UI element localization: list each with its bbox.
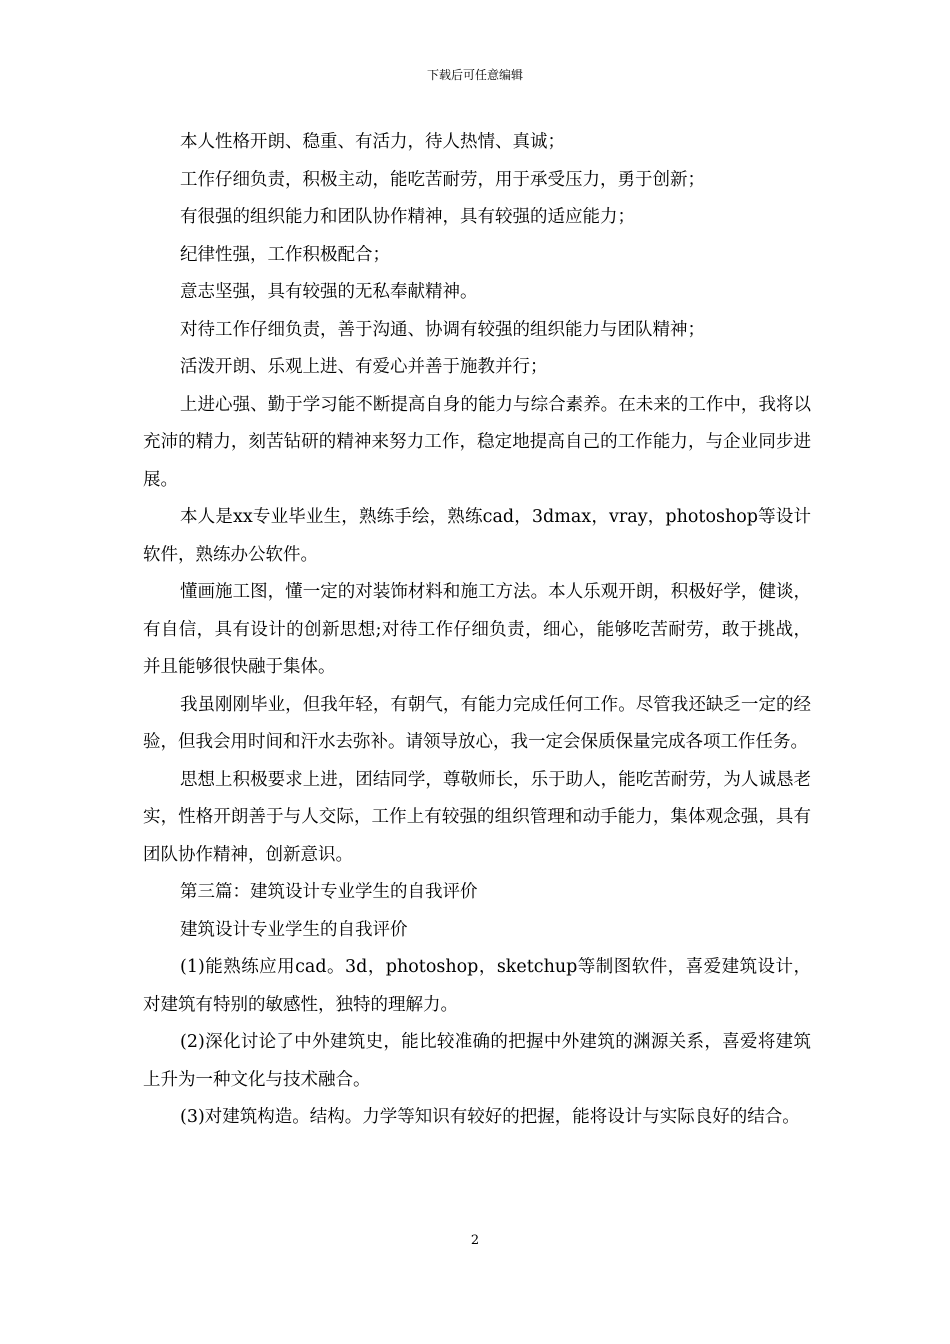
paragraph: 本人是xx专业毕业生，熟练手绘，熟练cad，3dmax，vray，photoshop等设计软件，熟练办公软件。	[143, 507, 811, 565]
paragraph: 我虽刚刚毕业，但我年轻，有朝气，有能力完成任何工作。尽管我还缺乏一定的经验，但我会用时间和汗水去弥补。请领导放心，我一定会保质保量完成各项工作任务。	[143, 694, 811, 752]
paragraph: 懂画施工图，懂一定的对装饰材料和施工方法。本人乐观开朗，积极好学，健谈，有自信，具有设计的创新思想;对待工作仔细负责，细心，能够吃苦耐劳，敢于挑战，并且能够很快融于集体。	[143, 582, 811, 677]
paragraph: (2)深化讨论了中外建筑史，能比较准确的把握中外建筑的渊源关系，喜爱将建筑上升为一种文化与技术融合。	[143, 1032, 811, 1090]
paragraph: 意志坚强，具有较强的无私奉献精神。	[180, 282, 478, 302]
paragraph: 思想上积极要求上进，团结同学，尊敬师长，乐于助人，能吃苦耐劳，为人诚恳老实，性格开朗善于与人交际，工作上有较强的组织管理和动手能力，集体观念强，具有团队协作精神，创新意识。	[143, 769, 811, 865]
paragraph: 工作仔细负责，积极主动，能吃苦耐劳，用于承受压力，勇于创新；	[180, 169, 705, 190]
section-heading: 第三篇：建筑设计专业学生的自我评价	[180, 882, 478, 902]
paragraph: 对待工作仔细负责，善于沟通、协调有较强的组织能力与团队精神；	[180, 319, 705, 340]
paragraph: (1)能熟练应用cad。3d，photoshop，sketchup等制图软件，喜爱建筑设计，对建筑有特别的敏感性，独特的理解力。	[143, 957, 811, 1015]
paragraph: 活泼开朗、乐观上进、有爱心并善于施教并行；	[180, 357, 548, 377]
page-header: 下载后可任意编辑	[426, 68, 523, 82]
paragraph: 本人性格开朗、稳重、有活力，待人热情、真诚；	[180, 132, 565, 152]
section-title: 建筑设计专业学生的自我评价	[180, 919, 408, 940]
paragraph: 纪律性强，工作积极配合；	[180, 244, 390, 265]
paragraph: (3)对建筑构造。结构。力学等知识有较好的把握，能将设计与实际良好的结合。	[180, 1107, 800, 1127]
paragraph: 上进心强、勤于学习能不断提高自身的能力与综合素养。在未来的工作中，我将以充沛的精力，刻苦钻研的精神来努力工作，稳定地提高自己的工作能力，与企业同步进展。	[143, 394, 811, 490]
page-number: 2	[470, 1233, 480, 1248]
document-body	[143, 124, 811, 1137]
paragraph: 有很强的组织能力和团队协作精神，具有较强的适应能力；	[180, 207, 635, 227]
